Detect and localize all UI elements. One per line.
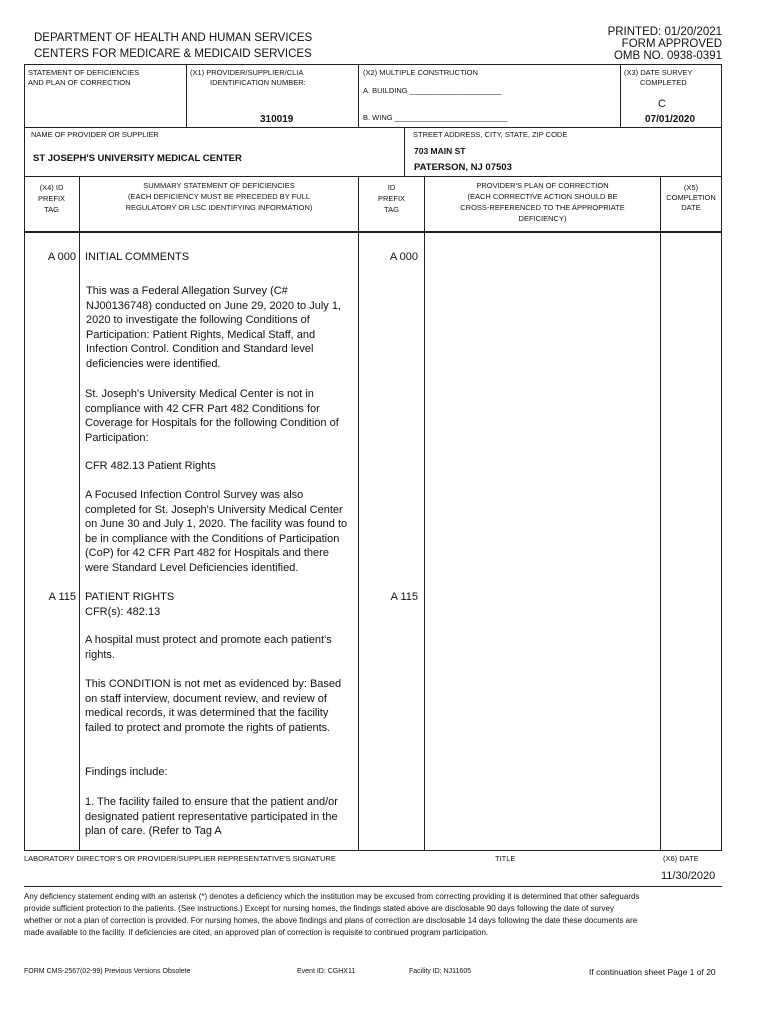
paragraph: This was a Federal Allegation Survey (C# NJ00136748) conducted on June 29, 2020 to July 1, 2020 to investigate the following Conditions of Participation: Patient Rights, Medical Staff, and Infection Control. Condition and Standard level deficiencies were identified.: [86, 285, 342, 370]
divider: [404, 127, 405, 176]
plan-header-4: DEFICIENCY): [518, 214, 567, 223]
divider: [24, 850, 722, 851]
survey-date: 07/01/2020: [645, 114, 696, 125]
address-street: 703 MAIN ST: [414, 146, 466, 156]
address-city: PATERSON, NJ 07503: [414, 162, 512, 173]
x3-letter: C: [658, 98, 666, 110]
x3-label-2: COMPLETED: [640, 78, 687, 87]
omb-number: OMB NO. 0938-0391: [613, 50, 722, 62]
plan-header-3: CROSS-REFERENCED TO THE APPROPRIATE: [460, 203, 625, 212]
divider: [358, 176, 359, 850]
x1-label: (X1) PROVIDER/SUPPLIER/CLIA: [190, 68, 304, 77]
summary-header: SUMMARY STATEMENT OF DEFICIENCIES: [143, 181, 295, 190]
cfr-reference: CFR(s): 482.13: [85, 606, 161, 618]
x6-label: (X6) DATE: [663, 854, 699, 863]
divider: [358, 64, 359, 127]
agency-name: CENTERS FOR MEDICARE & MEDICAID SERVICES: [34, 48, 312, 60]
paragraph: 1. The facility failed to ensure that the patient and/or designated patient representative participated in the plan of care. (Refer to Tag A: [85, 796, 338, 838]
divider: [79, 176, 80, 850]
section-title: INITIAL COMMENTS: [85, 251, 190, 263]
title-label: TITLE: [495, 854, 516, 863]
x1-label-2: IDENTIFICATION NUMBER:: [210, 78, 306, 87]
divider: [24, 232, 722, 233]
provider-name: ST JOSEPH'S UNIVERSITY MEDICAL CENTER: [33, 153, 242, 164]
printed-date: PRINTED: 01/20/2021: [607, 26, 722, 38]
divider: [186, 64, 187, 127]
x4-header: (X4) ID: [39, 183, 64, 192]
divider: [660, 176, 661, 850]
plan-header: PROVIDER'S PLAN OF CORRECTION: [476, 181, 609, 190]
paragraph: CFR 482.13 Patient Rights: [85, 460, 216, 472]
statement-label: STATEMENT OF DEFICIENCIES: [28, 68, 140, 77]
form-number: FORM CMS-2567(02-99) Previous Versions Obsolete: [24, 968, 191, 975]
plan-header-2: (EACH CORRECTIVE ACTION SHOULD BE: [467, 192, 618, 201]
paragraph: Findings include:: [85, 766, 168, 778]
divider: [620, 64, 621, 127]
disclosure-notice: Any deficiency statement ending with an asterisk (*) denotes a deficiency which the institution may be excused from correcting providing it is determined that other safeguards provide sufficient protection to the patients. (See instructions.) Except for nursing homes, the findings stated above are disclosable 90 days following the date of survey whether or not a plan of correction is provided. For nursing homes, the above findings and plans of correction are disclosable 14 days following the date these documents are made available to the facility. If deficiencies are cited, an approved plan of correction is requisite to continued program participation.: [24, 892, 640, 937]
department-name: DEPARTMENT OF HEALTH AND HUMAN SERVICES: [34, 32, 313, 44]
tag-prefix-right: A 115: [390, 591, 418, 603]
provider-number: 310019: [260, 114, 294, 125]
x3-label: (X3) DATE SURVEY: [624, 68, 693, 77]
x2-label: (X2) MULTIPLE CONSTRUCTION: [363, 68, 478, 77]
id-header: ID: [387, 183, 396, 192]
divider: [24, 127, 722, 128]
provider-label: NAME OF PROVIDER OR SUPPLIER: [31, 130, 159, 139]
paragraph: This CONDITION is not met as evidenced by: Based on staff interview, document review, and review of medical records, it was determined that the facility failed to protect and promote the rights of patients.: [85, 678, 342, 734]
x5-header: (X5): [683, 183, 699, 192]
divider: [24, 176, 722, 177]
facility-id: Facility ID: NJ11605: [409, 968, 472, 975]
id-header-2: PREFIX: [377, 194, 406, 203]
paragraph: A hospital must protect and promote each patient's rights.: [85, 634, 332, 661]
divider: [721, 64, 722, 851]
address-label: STREET ADDRESS, CITY, STATE, ZIP CODE: [413, 130, 568, 139]
summary-header-3: REGULATORY OR LSC IDENTIFYING INFORMATION): [125, 203, 313, 212]
statement-label-2: AND PLAN OF CORRECTION: [28, 78, 131, 87]
event-id: Event ID: CGHX11: [297, 968, 356, 975]
divider: [24, 886, 722, 887]
form-approved: FORM APPROVED: [621, 38, 722, 50]
page-indicator: If continuation sheet Page 1 of 20: [589, 967, 716, 977]
x5-header-2: COMPLETION: [666, 193, 716, 202]
id-header-3: TAG: [384, 205, 399, 214]
tag-prefix-right: A 000: [389, 251, 418, 263]
x2-building: A. BUILDING ______________________: [363, 86, 502, 95]
signature-date: 11/30/2020: [661, 870, 716, 882]
divider: [24, 64, 722, 65]
divider: [424, 176, 425, 850]
signature-label: LABORATORY DIRECTOR'S OR PROVIDER/SUPPLIER REPRESENTATIVE'S SIGNATURE: [24, 854, 336, 863]
x4-header-2: PREFIX: [37, 194, 66, 203]
x4-header-3: TAG: [44, 205, 59, 214]
paragraph: St. Joseph's University Medical Center is not in compliance with 42 CFR Part 482 Conditions for Coverage for Hospitals for the following Condition of Participation:: [85, 388, 339, 444]
paragraph: A Focused Infection Control Survey was also completed for St. Joseph's University Medical Center on June 30 and July 1, 2020. The facility was found to be in compliance with the Conditions of Participation (CoP) for 42 CFR Part 482 for Hospitals and there were Standard Level Deficiencies identified.: [85, 489, 348, 574]
x5-header-3: DATE: [681, 203, 701, 212]
tag-prefix: A 115: [48, 591, 76, 603]
x2-wing: B. WING ___________________________: [363, 113, 508, 122]
section-title: PATIENT RIGHTS: [85, 591, 175, 603]
tag-prefix: A 000: [47, 251, 76, 263]
summary-header-2: (EACH DEFICIENCY MUST BE PRECEDED BY FULL: [127, 192, 311, 201]
